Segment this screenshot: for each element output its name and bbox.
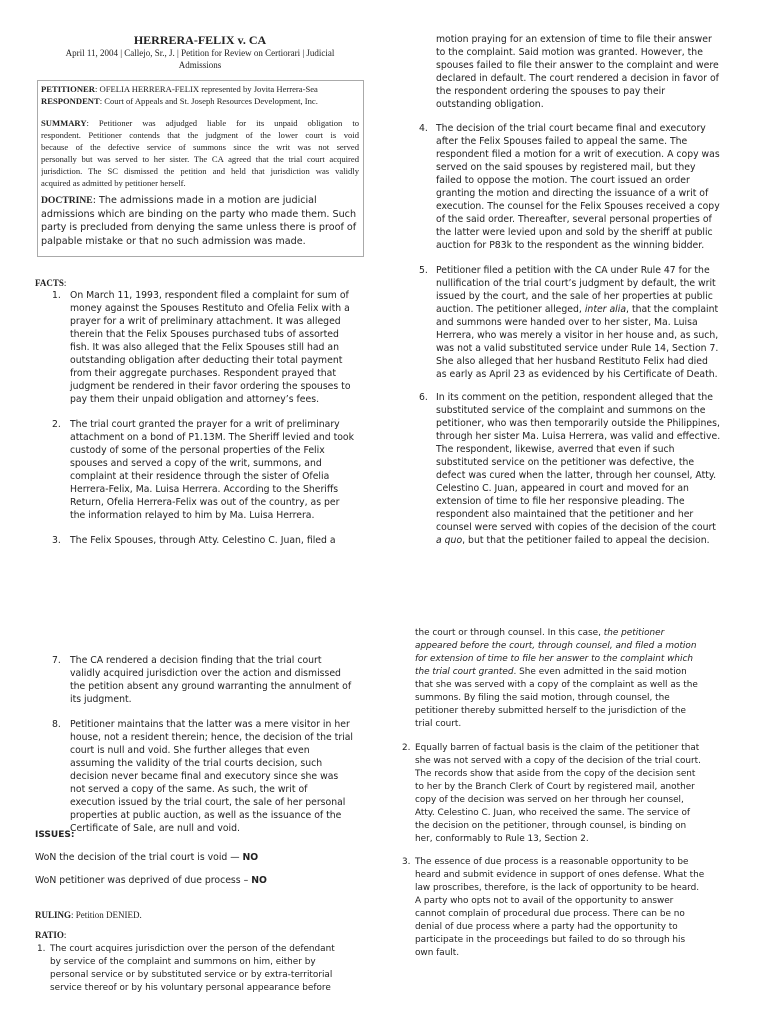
text-line: through her sister Ma. Luisa Herrera, was valid and effective.	[436, 431, 721, 442]
text-line: trial court.	[415, 719, 462, 729]
text-line: execution. The counsel for the Felix Spouses received a copy	[436, 201, 720, 212]
text-line: spouses failed to file their answer to the complaint and were	[436, 60, 719, 71]
text-line: by service of the complaint and summons on him, either by	[50, 957, 316, 967]
text-line: heard and submit evidence in support of ones defense. What the	[415, 870, 705, 880]
text-line: to the complaint. Said motion was granted. However, the	[436, 47, 703, 58]
text-line: service thereof or by his voluntary personal appearance before	[50, 983, 331, 993]
text-segment: , but that the petitioner failed to appeal the decision.	[462, 535, 710, 546]
text-line	[415, 653, 698, 666]
respondent-label: RESPONDENT	[41, 96, 100, 106]
text-line: as early as April 23 as evidenced by his Certificate of Death.	[436, 369, 718, 380]
text-line: The decision of the trial court became final and executory	[436, 123, 706, 134]
text-line: was not a valid substituted service under Rule 14, Section 7.	[436, 343, 719, 354]
text-line: respondent filed a motion for a writ of execution. A copy was	[436, 149, 720, 160]
text-line: after the Felix Spouses failed to appeal the same. The	[436, 136, 688, 147]
text-line: In its comment on the petition, respondent alleged that the	[436, 392, 713, 403]
text-line: attachment on a bond of P1.13M. The Sheriff levied and took	[70, 432, 354, 443]
italic-text: inter alia	[584, 304, 627, 315]
text-line	[415, 640, 698, 653]
fact-item-3-continued	[436, 33, 719, 111]
text-line: decision never became final and executory since she was	[70, 771, 339, 782]
text-line: petitioner, who was then temporarily outside the Philippines,	[436, 418, 720, 429]
facts-heading	[35, 278, 66, 288]
case-title: HERRERA-FELIX v. CA	[133, 33, 267, 47]
summary-label: SUMMARY	[41, 118, 87, 128]
fact-item-3	[70, 534, 336, 547]
text-line: failed to oppose the motion. The court issued an order	[436, 175, 690, 186]
text-line: own fault.	[415, 948, 460, 958]
text-line: cannot complain of procedural due process. There can be no	[415, 909, 685, 919]
doctrine	[41, 194, 356, 248]
fact-number: 3.	[52, 535, 61, 546]
ruling	[35, 910, 142, 920]
text-line: the decision on the petitioner, through counsel, is binding on	[415, 821, 687, 831]
text-line: defect was cured when the latter, through her counsel, Atty.	[436, 470, 717, 481]
text-line	[436, 534, 720, 547]
text-line: from their aggregate purchases. Respondent prayed that	[70, 368, 336, 379]
text-line: substituted service of the complaint and summons on the	[436, 405, 706, 416]
text-line	[415, 666, 698, 679]
fact-item-4	[436, 122, 720, 252]
text-line: prayer for a writ of preliminary attachment. It was alleged	[70, 316, 341, 327]
text-line: Equally barren of factual basis is the claim of the petitioner that	[415, 743, 700, 753]
text-line: Petitioner maintains that the latter was a mere visitor in her	[70, 719, 350, 730]
issue-item	[35, 852, 258, 863]
text-line: Certificate of Sale, are null and void.	[70, 823, 240, 834]
text-line	[436, 303, 718, 316]
text-line: auction for P83k to the respondent as the winning bidder.	[436, 240, 705, 251]
fact-item-7	[70, 654, 351, 706]
fact-item-5	[436, 264, 718, 381]
text-line: personal service or by substituted service or by extra-territorial	[50, 970, 333, 980]
summary-line: jurisdiction. The SC dismissed the petition and held that jurisdiction was validly	[41, 166, 359, 176]
text-line: Herrera-Felix, Ma. Luisa Herrera. According to the Sheriffs	[70, 484, 339, 495]
respondent-text: : Court of Appeals and St. Joseph Resources Development, Inc.	[99, 96, 318, 106]
text-line: On March 11, 1993, respondent filed a complaint for sum of	[70, 290, 349, 301]
doctrine-text: admissions which are binding on the party who made them. Such	[41, 208, 357, 220]
text-line: Atty. Celestino C. Juan, who received the same. The service of	[415, 808, 691, 818]
text-line: nullification of the trial court’s judgment by default, the writ	[436, 278, 716, 289]
ratio-number: 3.	[402, 857, 411, 867]
text-line: The Felix Spouses, through Atty. Celestino C. Juan, filed a	[70, 535, 336, 546]
text-line: the information relayed to him by Ma. Luisa Herrera.	[70, 510, 315, 521]
text-segment: auction. The petitioner alleged,	[436, 304, 585, 315]
issues-heading: ISSUES:	[35, 830, 75, 840]
text-line: extension of time to file her responsive pleading. The	[436, 496, 685, 507]
text-line: Herrera, who was merely a visitor in her house and, as such,	[436, 330, 719, 341]
issue-text: WoN petitioner was deprived of due process –	[35, 875, 252, 886]
ratio-colon: :	[63, 930, 67, 940]
respondent-line	[41, 95, 318, 107]
issue-text: WoN the decision of the trial court is void —	[35, 852, 243, 863]
text-line: complaint at their residence through the sister of Ofelia	[70, 471, 330, 482]
text-segment: , that the complaint	[626, 304, 719, 315]
italic-text: a quo	[436, 535, 463, 546]
fact-item-6	[436, 391, 720, 547]
text-line: house, not a resident therein; hence, the decision of the trial	[70, 732, 354, 743]
fact-number: 4.	[419, 123, 428, 134]
petitioner-line	[41, 83, 318, 95]
text-line: participate in the proceedings but failed to do so through his	[415, 935, 686, 945]
text-line: The respondent, likewise, averred that even if such	[436, 444, 675, 455]
text-segment: the court or through counsel. In this case,	[415, 628, 604, 638]
ratio-number: 1.	[37, 944, 46, 954]
text-line: Celestino C. Juan, appeared in court and moved for an	[436, 483, 689, 494]
text-line: served on the said spouses by registered mail, but they	[436, 162, 696, 173]
text-line: court is null and void. She further alleges that even	[70, 745, 310, 756]
text-line: The records show that aside from the copy of the decision sent	[415, 769, 696, 779]
text-line: Petitioner filed a petition with the CA under Rule 47 for the	[436, 265, 710, 276]
text-line: granting the motion and directing the issuance of a writ of	[436, 188, 709, 199]
fact-number: 8.	[52, 719, 61, 730]
text-line: substituted service on the petitioner was defective, the	[436, 457, 695, 468]
text-line: petitioner thereby submitted herself to the jurisdiction of the	[415, 706, 686, 716]
text-line: and summons were handed over to her sister, Ma. Luisa	[436, 317, 698, 328]
text-line: she was not served with a copy of the decision of the trial court.	[415, 756, 701, 766]
text-line: The CA rendered a decision finding that the trial court	[70, 655, 322, 666]
text-line: execution issued by the trial court, the sale of her personal	[70, 797, 346, 808]
ruling-text: : Petition DENIED.	[71, 910, 142, 920]
italic-text: the trial court granted	[415, 667, 514, 677]
text-line: copy of the decision was served on her through her counsel,	[415, 795, 684, 805]
summary-line: because of the defective service of summons since the writ was not served	[41, 142, 359, 152]
text-line: properties at public auction, as well as the issuance of the	[70, 810, 342, 821]
ruling-label: RULING	[35, 910, 72, 920]
ratio-item-1-continued	[415, 627, 698, 731]
fact-number: 6.	[419, 392, 428, 403]
summary-line: acquired as admitted by petitioner herself.	[41, 178, 186, 188]
text-line: outstanding obligation after deducting their total payment	[70, 355, 343, 366]
text-line: A party who opts not to avail of the opportunity to answer	[415, 896, 674, 906]
text-line: therein that the Felix Spouses purchased tubs of assorted	[70, 329, 339, 340]
summary-line: respondent. Petitioner contends that the judgment of the lower court is void	[41, 130, 359, 140]
fact-number: 1.	[52, 290, 61, 301]
text-line: the respondent ordering the spouses to pay their	[436, 86, 666, 97]
subtitle-line: Admissions	[178, 60, 222, 70]
text-line: motion praying for an extension of time to file their answer	[436, 34, 712, 45]
italic-text: appeared before the court, through counsel, and filed a motion	[415, 641, 697, 651]
text-line: that she was served with a copy of the complaint as well as the	[415, 680, 698, 690]
text-line: not served a copy of the same. As such, the writ of	[70, 784, 308, 795]
petitioner-text: : OFELIA HERRERA-FELIX represented by Jovita Herrera-Sea	[94, 84, 318, 94]
text-line: the latter were levied upon and sold by the sheriff at public	[436, 227, 713, 238]
text-line: respondent also maintained that the petitioner and her	[436, 509, 694, 520]
fact-item-8	[70, 718, 353, 835]
facts-label: FACTS	[35, 278, 64, 288]
text-segment: . She even admitted in the said motion	[513, 667, 687, 677]
text-line: its judgment.	[70, 694, 132, 705]
text-line: declared in default. The court rendered a decision in favor of	[436, 73, 719, 84]
issue-answer: NO	[242, 852, 259, 863]
doctrine-text: party is precluded from denying the same unless there is proof of	[41, 222, 357, 233]
text-line: outstanding obligation.	[436, 99, 544, 110]
text-line	[415, 627, 698, 640]
text-line: issued by the court, and the sale of her properties at public	[436, 291, 713, 302]
issue-item	[35, 875, 267, 886]
ratio-item-1	[50, 943, 335, 995]
issue-answer: NO	[251, 875, 267, 886]
text-line: validly acquired jurisdiction over the action and dismissed	[70, 668, 341, 679]
text-line: her, conformably to Rule 13, Section 2.	[415, 834, 589, 844]
text-line: Return, Ofelia Herrera-Felix was out of the country, as per	[70, 497, 340, 508]
text-line: the petition absent any ground warranting the annulment of	[70, 681, 352, 692]
fact-item-2	[70, 418, 354, 522]
text-line: The court acquires jurisdiction over the person of the defendant	[50, 944, 335, 954]
text-line: summons. By filing the said motion, through counsel, the	[415, 693, 670, 703]
fact-number: 5.	[419, 265, 428, 276]
facts-colon: :	[63, 278, 67, 288]
text-line: judgment be rendered in their favor ordering the spouses to	[70, 381, 351, 392]
text-line: The essence of due process is a reasonable opportunity to be	[415, 857, 689, 867]
text-line: fish. It was also alleged that the Felix Spouses still had an	[70, 342, 339, 353]
ratio-label: RATIO	[35, 930, 64, 940]
doctrine-label: DOCTRINE	[41, 195, 93, 206]
subtitle-line: April 11, 2004 | Callejo, Sr., J. | Petition for Review on Certiorari | Judicial	[65, 48, 335, 58]
text-line: pay them their unpaid obligation and attorney’s fees.	[70, 394, 320, 405]
petitioner-label: PETITIONER	[41, 84, 95, 94]
summary-text: : Petitioner was adjudged liable for its unpaid obligation to	[86, 118, 359, 128]
text-line: law proscribes, therefore, is the lack of opportunity to be heard.	[415, 883, 700, 893]
text-line: spouses and served a copy of the writ, summons, and	[70, 458, 322, 469]
ratio-item-2	[415, 742, 701, 846]
italic-text: the petitioner	[603, 628, 665, 638]
text-line: money against the Spouses Restituto and Ofelia Felix with a	[70, 303, 350, 314]
summary-line	[41, 117, 359, 129]
fact-number: 7.	[52, 655, 61, 666]
ratio-number: 2.	[402, 743, 411, 753]
doctrine-text: : The admissions made in a motion are judicial	[92, 195, 317, 206]
text-line: She also alleged that her husband Restituto Felix had died	[436, 356, 708, 367]
text-line: counsel were served with copies of the decision of the court	[436, 522, 716, 533]
case-subtitle	[30, 47, 370, 71]
text-line: denial of due process where a party had the opportunity to	[415, 922, 678, 932]
text-line: to her by the Branch Clerk of Court by registered mail, another	[415, 782, 695, 792]
summary-line: personally but was served to her sister. The CA agreed that the trial court acquired	[41, 154, 359, 164]
fact-number: 2.	[52, 419, 61, 430]
ratio-item-3	[415, 856, 704, 960]
text-line: custody of some of the personal properties of the Felix	[70, 445, 325, 456]
ratio-heading	[35, 930, 66, 940]
text-line: The trial court granted the prayer for a writ of preliminary	[70, 419, 340, 430]
doctrine-text: palpable mistake or that no such admission was made.	[41, 235, 306, 247]
text-line: assuming the validity of the trial courts decision, such	[70, 758, 323, 769]
text-line: of the said order. Thereafter, several personal properties of	[436, 214, 712, 225]
case-summary-box	[37, 80, 364, 257]
italic-text: for extension of time to file her answer to the complaint which	[415, 654, 694, 664]
fact-item-1	[70, 289, 351, 406]
